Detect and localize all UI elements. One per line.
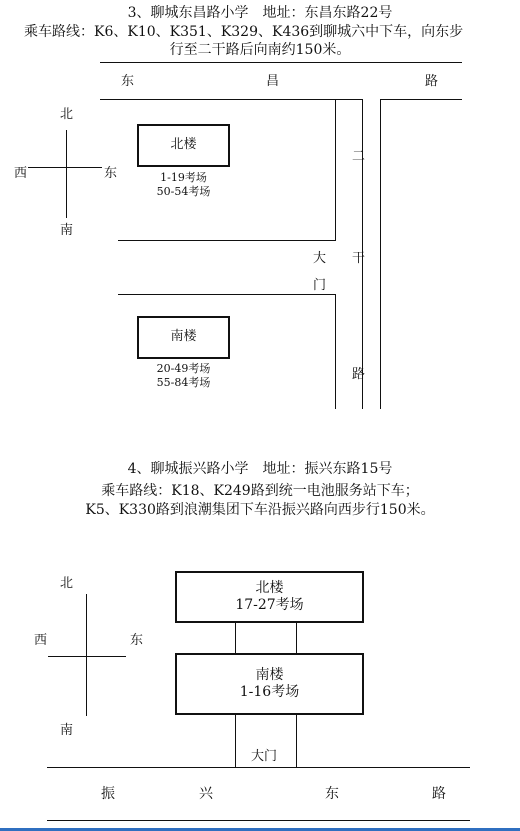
school3-route-line1: 乘车路线：K6、K10、K351、K329、K436到聊城六中下车，向东步 [24,24,464,40]
room-range: 20-49考场 [156,362,211,375]
compass-north: 北 [60,107,74,122]
school4-route-line2: K5、K330路到浪潮集团下车沿振兴路向西步行150米。 [85,502,435,518]
compass-east: 东 [104,166,118,181]
school3-route-line2: 行至二干路后向南约150米。 [169,42,351,58]
compass-vertical [66,130,67,218]
road-label-dongchang-1: 东 [121,74,135,89]
road-label-xing: 兴 [199,786,213,802]
compass-vertical [86,594,87,716]
road-label-ergan-3: 路 [352,367,366,382]
south-building-rooms [137,362,230,390]
south-building-rooms: 1-16考场 [239,684,300,700]
gate-passage-line [235,715,236,767]
corridor-line [296,623,297,653]
road-label-dongchang-2: 昌 [266,74,280,89]
road-line [100,62,462,63]
road-label-lu: 路 [432,786,446,802]
road-line [47,767,470,768]
compound-wall [335,99,336,241]
room-range: 55-84考场 [156,376,211,389]
compass-west: 西 [14,166,28,181]
south-building [137,316,230,359]
compass-west: 西 [34,633,48,648]
corridor-line [235,623,236,653]
gate-passage-line [296,715,297,767]
south-building [175,653,364,715]
road-line [380,99,462,100]
north-building [175,571,364,623]
compass-horizontal [48,656,126,657]
school4-route-line1: 乘车路线：K18、K249路到统一电池服务站下车； [101,483,419,499]
compass-east: 东 [130,633,144,648]
road-line [47,820,470,821]
compass-horizontal [28,167,102,168]
north-building [137,124,230,167]
south-building-name: 南楼 [255,666,284,683]
compass-south: 南 [60,223,74,238]
road-label-dongchang-3: 路 [425,74,439,89]
road-label-zhen: 振 [101,786,115,802]
compound-wall [335,294,336,409]
compass-north: 北 [60,576,74,591]
room-range: 50-54考场 [156,185,211,198]
compass-south: 南 [60,723,74,738]
school3-heading: 3、聊城东昌路小学 地址：东昌东路22号 [127,5,393,21]
room-range: 1-19考场 [160,171,207,184]
road-label-dong: 东 [325,786,339,802]
north-building-name: 北楼 [255,579,284,596]
school4-heading: 4、聊城振兴路小学 地址：振兴东路15号 [127,461,393,477]
south-building-name: 南楼 [170,329,197,345]
north-building-rooms: 17-27考场 [235,597,304,613]
gate-label: 大门 [251,749,278,764]
gate-label-1: 大 [313,251,327,266]
compound-wall [118,240,336,241]
north-building-rooms [137,171,230,199]
north-building-name: 北楼 [170,137,197,153]
road-line [100,99,362,100]
compound-wall [118,294,336,295]
gate-label-2: 门 [313,278,327,293]
road-label-ergan-1: 二 [352,149,366,164]
road-label-ergan-2: 干 [352,251,366,266]
road-line [380,99,381,409]
